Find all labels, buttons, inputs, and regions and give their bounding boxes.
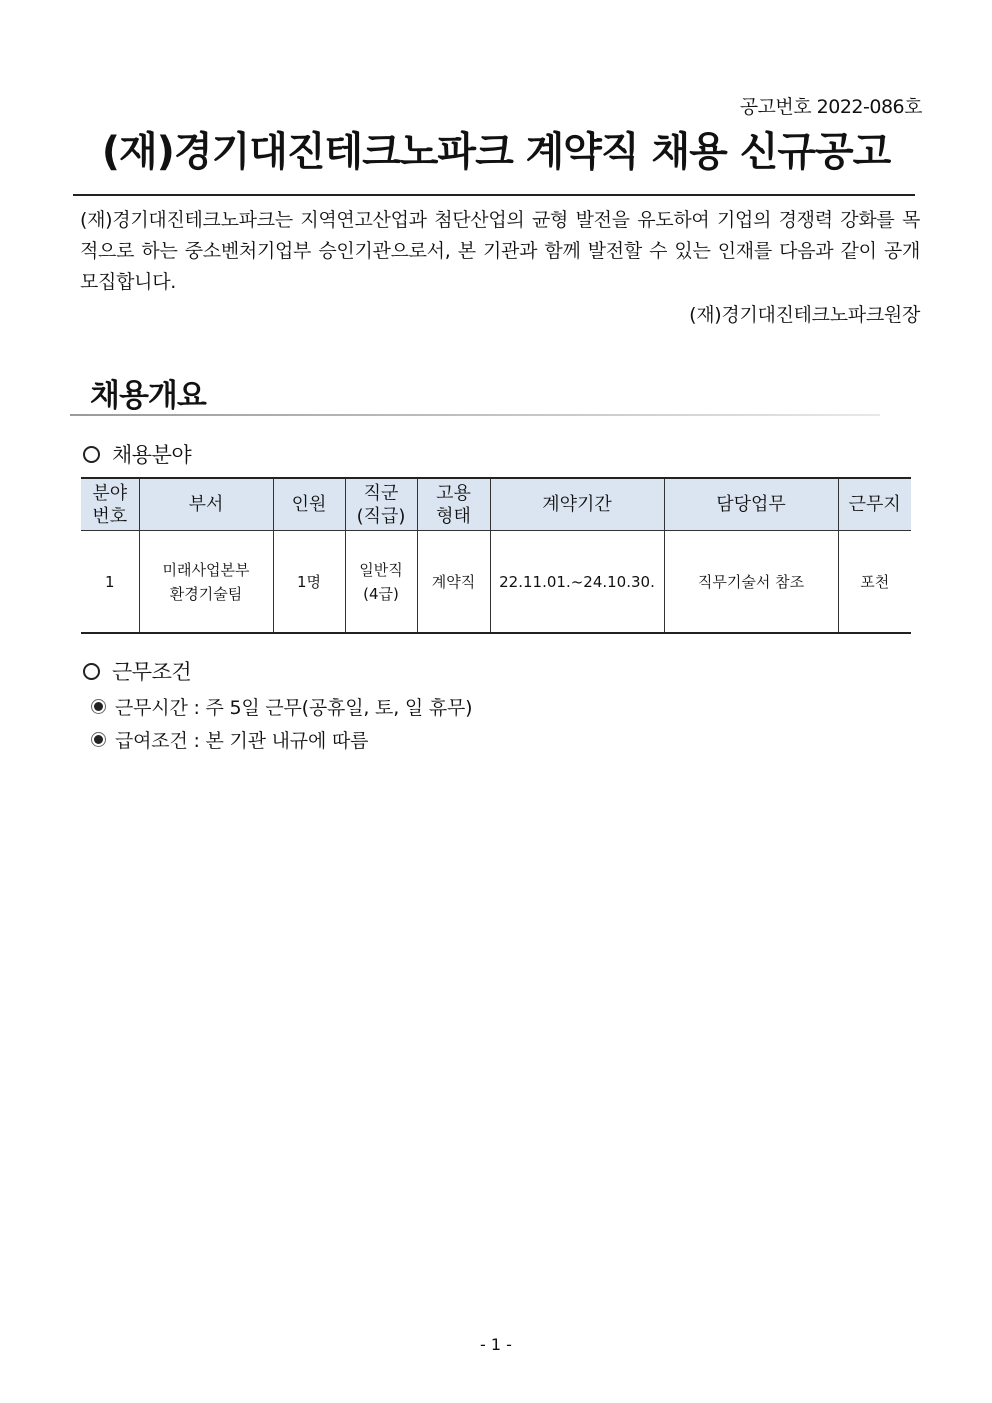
conditions-heading-label: 근무조건 — [112, 660, 192, 684]
dot-bullet-icon — [94, 702, 103, 711]
conditions-heading — [83, 656, 191, 686]
header-headcount: 인원 — [273, 478, 345, 531]
recruitment-table — [81, 477, 911, 634]
header-department: 부서 — [139, 478, 273, 531]
circle-bullet-icon — [83, 663, 100, 680]
field-heading — [83, 439, 191, 469]
header-field-no: 분야 번호 — [81, 478, 139, 531]
list-item — [90, 690, 472, 723]
dot-bullet-icon — [94, 735, 103, 744]
header-job-group: 직군 (직급) — [345, 478, 417, 531]
table-row — [81, 531, 911, 634]
cell-employment-type: 계약직 — [417, 531, 490, 634]
header-contract-period: 계약기간 — [490, 478, 664, 531]
cell-job-group: 일반직 (4급) — [345, 531, 417, 634]
circle-bullet-icon — [83, 446, 100, 463]
title-divider — [73, 194, 915, 196]
cell-department: 미래사업본부 환경기술팀 — [139, 531, 273, 634]
intro-paragraph: (재)경기대진테크노파크는 지역연고산업과 첨단산업의 균형 발전을 유도하여 기업의 경쟁력 강화를 목적으로 하는 중소벤처기업부 승인기관으로서, 본 기관과 함께 발전할 수 있는 인재를 다음과 같이 공개 모집합니다. — [80, 209, 920, 293]
conditions-list — [90, 690, 472, 756]
cell-contract-period: 22.11.01.~24.10.30. — [490, 531, 664, 634]
section-divider — [70, 414, 880, 416]
document-title: (재)경기대진테크노파크 계약직 채용 신규공고 — [101, 129, 891, 175]
cell-duty: 직무기술서 참조 — [664, 531, 838, 634]
notice-number: 공고번호 2022-086호 — [739, 96, 922, 118]
header-duty: 담당업무 — [664, 478, 838, 531]
condition-text: 근무시간 : 주 5일 근무(공휴일, 토, 일 휴무) — [115, 697, 473, 719]
section-title: 채용개요 — [90, 378, 206, 414]
page-number: - 1 - — [480, 1335, 512, 1354]
signer: (재)경기대진테크노파크원장 — [689, 304, 920, 326]
condition-text: 급여조건 : 본 기관 내규에 따름 — [115, 730, 369, 752]
cell-field-no: 1 — [81, 531, 139, 634]
field-heading-label: 채용분야 — [112, 443, 192, 467]
table-header-row — [81, 478, 911, 531]
header-location: 근무지 — [838, 478, 911, 531]
list-item — [90, 723, 472, 756]
cell-headcount: 1명 — [273, 531, 345, 634]
cell-location: 포천 — [838, 531, 911, 634]
header-employment-type: 고용 형태 — [417, 478, 490, 531]
